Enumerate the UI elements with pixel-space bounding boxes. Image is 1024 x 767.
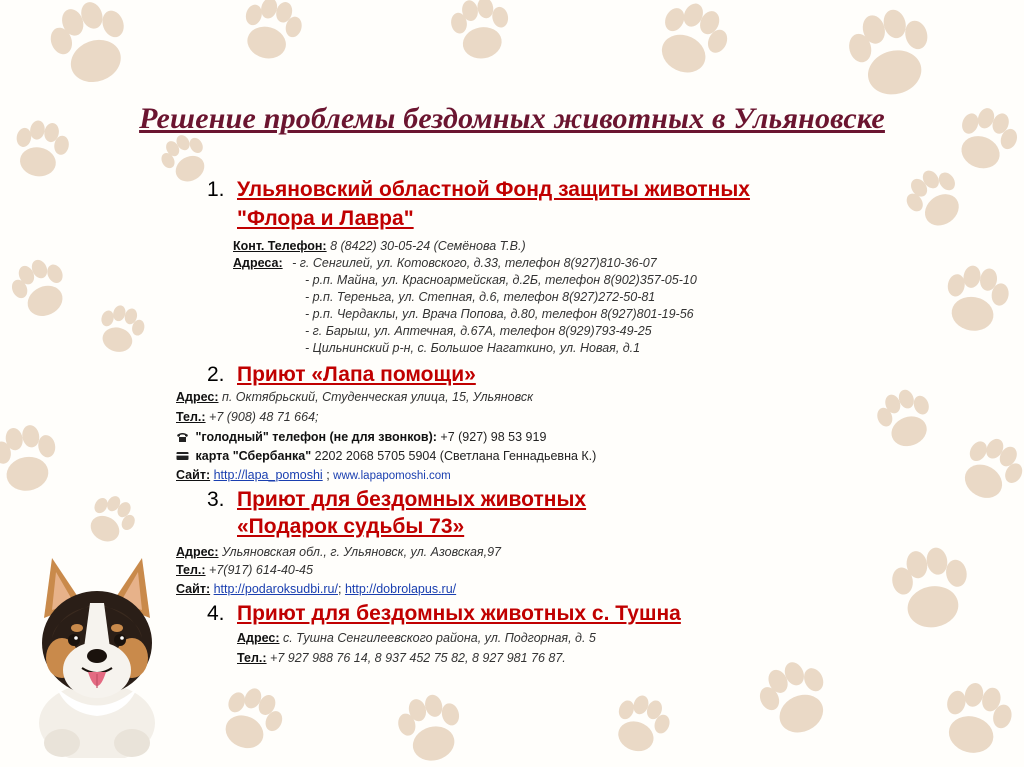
site-separator: ; — [337, 582, 342, 596]
phone-line — [237, 651, 566, 666]
card-value: 2202 2068 5705 5904 (Светлана Геннадьевна К.) — [314, 449, 597, 463]
address-line — [176, 545, 501, 560]
site-label: Сайт: — [176, 582, 211, 596]
phone-line — [176, 563, 313, 578]
address-label: Адрес: — [176, 545, 219, 559]
site-label: Сайт: — [176, 468, 211, 482]
address-line — [237, 631, 596, 646]
phone-line — [176, 410, 319, 425]
phone-value: +7(917) 614-40-45 — [209, 563, 313, 577]
site-line — [176, 582, 456, 597]
phone-value: +7 (908) 48 71 664; — [209, 410, 319, 424]
section-number: 1. — [207, 178, 225, 201]
card-icon — [176, 451, 189, 461]
address-label: Адреса: — [233, 256, 283, 270]
address-value: Ульяновская обл., г. Ульяновск, ул. Азовская,97 — [221, 545, 501, 559]
phone-value: 8 (8422) 30-05-24 (Семёнова Т.В.) — [330, 239, 526, 253]
site-separator: ; — [326, 468, 330, 482]
address-line — [176, 390, 533, 405]
hungry-phone-value: +7 (927) 98 53 919 — [440, 430, 547, 444]
site-link[interactable]: http://dobrolapus.ru/ — [344, 582, 457, 596]
card-label: карта "Сбербанка" — [195, 449, 312, 463]
site-link[interactable]: www.lapapomoshi.com — [333, 470, 451, 482]
section-title: Ульяновский областной Фонд защиты животных — [237, 178, 750, 201]
address-item: - г. Сенгилей, ул. Котовского, д.33, телефон 8(927)810-36-07 — [292, 256, 657, 270]
card-line — [176, 449, 596, 464]
phone-value: +7 927 988 76 14, 8 937 452 75 82, 8 927 981 76 87. — [270, 651, 566, 665]
address-item: - Цильнинский р-н, с. Большое Нагаткино, ул. Новая, д.1 — [305, 341, 641, 355]
section-number: 2. — [207, 363, 225, 386]
phone-label: Конт. Телефон: — [233, 239, 327, 253]
phone-label: Тел.: — [176, 563, 206, 577]
address-label: Адрес: — [237, 631, 280, 645]
address-item: - р.п. Тереньга, ул. Степная, д.6, телефон 8(927)272-50-81 — [305, 290, 656, 304]
site-line — [176, 468, 451, 484]
section-title-line2: «Подарок судьбы 73» — [237, 515, 465, 538]
site-link[interactable]: http://lapa_pomoshi — [213, 468, 323, 482]
section-number: 3. — [207, 488, 225, 511]
section-title-line2: "Флора и Лавра" — [237, 207, 414, 230]
phone-label: Тел.: — [237, 651, 267, 665]
phone-icon — [176, 432, 189, 442]
address-item: - г. Барыш, ул. Аптечная, д.67А, телефон 8(929)793-49-25 — [305, 324, 652, 338]
hungry-phone-label: "голодный" телефон (не для звонков): — [195, 430, 437, 444]
slide-title: Решение проблемы бездомных животных в Ульяновске — [139, 102, 885, 135]
section-number: 4. — [207, 602, 225, 625]
address-line — [233, 256, 657, 271]
phone-label: Тел.: — [176, 410, 206, 424]
corgi-puppy-image — [22, 548, 172, 758]
address-item: - р.п. Чердаклы, ул. Врача Попова, д.80, телефон 8(927)801-19-56 — [305, 307, 694, 321]
address-value: с. Тушна Сенгилеевского района, ул. Подгорная, д. 5 — [282, 631, 596, 645]
section-title: Приют «Лапа помощи» — [237, 363, 476, 386]
site-link[interactable]: http://podaroksudbi.ru/ — [213, 582, 338, 596]
section-title: Приют для бездомных животных с. Тушна — [237, 602, 681, 625]
address-label: Адрес: — [176, 390, 219, 404]
hungry-phone-line — [176, 430, 546, 445]
address-item: - р.п. Майна, ул. Красноармейская, д.2Б, телефон 8(902)357-05-10 — [305, 273, 697, 287]
section-title: Приют для бездомных животных — [237, 488, 587, 511]
address-value: п. Октябрьский, Студенческая улица, 15, Ульяновск — [221, 390, 534, 404]
phone-line — [233, 239, 526, 254]
